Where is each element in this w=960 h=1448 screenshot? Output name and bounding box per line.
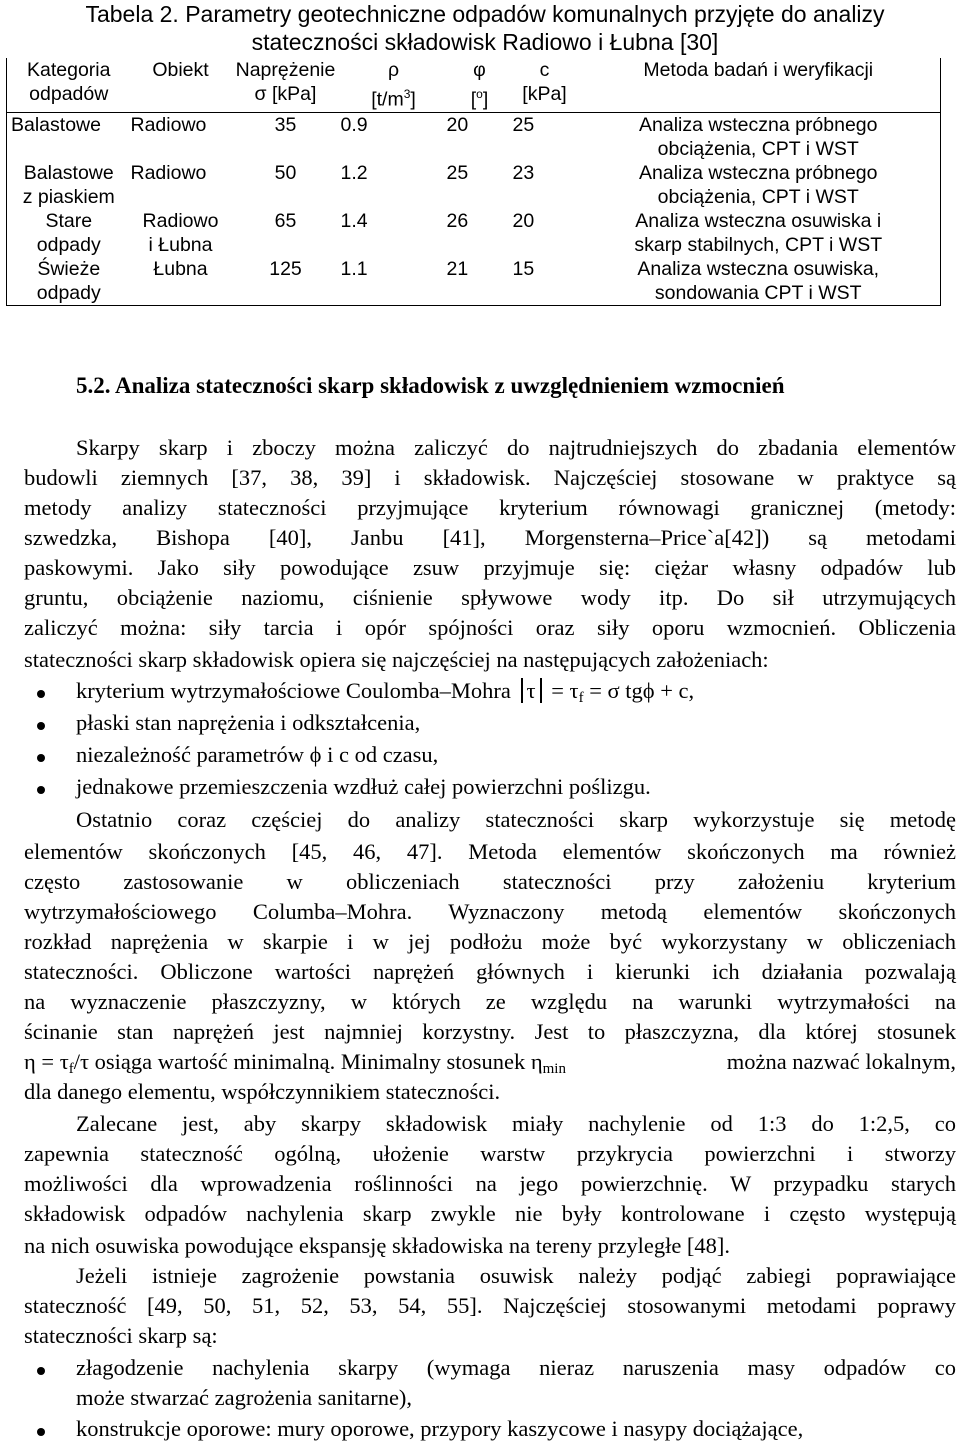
- bullet-icon: [37, 722, 45, 730]
- header-object: Obiekt: [131, 58, 231, 112]
- list-item: konstrukcje oporowe: mury oporowe, przypory kaszycowe i nasypy dociążające,: [76, 1416, 804, 1441]
- cell-cohesion: 20: [512, 209, 535, 232]
- cell-cohesion: 25: [512, 113, 535, 136]
- bullet-icon: [37, 786, 45, 794]
- header-phi: φ [$^o$]: [447, 58, 513, 112]
- cell-phi: 21: [446, 257, 469, 280]
- paragraph-line: metody analizy stateczności przyjmujące kryterium równowagi granicznej (metody:: [24, 495, 956, 520]
- header-density: ρ $[t/m^3]$: [341, 58, 447, 112]
- abs-bar-right: [540, 678, 542, 703]
- paragraph-line: budowli ziemnych [37, 38, 39] i składowisk. Najczęściej stosowane w praktyce są: [24, 465, 956, 490]
- cell-phi: 26: [446, 209, 469, 232]
- geotechnical-parameters-table: [6, 58, 941, 306]
- paragraph-line: Zalecane jest, aby skarpy składowisk miały nachylenie od 1:3 do 1:2,5, co: [76, 1111, 956, 1136]
- paragraph-line: dla danego elementu, współczynnikiem stateczności.: [24, 1079, 501, 1104]
- list-item: jednakowe przemieszczenia wzdłuż całej powierzchni poślizgu.: [76, 774, 651, 799]
- cell-object: Radiowo i Łubna: [142, 209, 219, 256]
- bullet-icon: [37, 690, 45, 698]
- table-header-row: [7, 58, 941, 112]
- cell-density: 0.9: [340, 113, 368, 136]
- cell-phi: 25: [446, 161, 469, 184]
- bullet-icon: [37, 754, 45, 762]
- paragraph-line: stateczności skarp są:: [24, 1323, 218, 1348]
- cell-cohesion: 23: [512, 161, 535, 184]
- paragraph-line: zapewnia stateczność ogólną, ułożenie warstw przykrycia powierzchni i stworzy: [24, 1141, 956, 1166]
- table-row: [7, 112, 941, 161]
- table-caption-line: stateczności składowisk Radiowo i Łubna [30]: [251, 29, 719, 55]
- paragraph-line: paskowymi. Jako siły powodujące zsuw przyjmuje się: ciężar własny odpadów lub: [24, 555, 956, 580]
- bullet-icon: [37, 1367, 45, 1375]
- paragraph-line: możliwości dla wprowadzenia roślinności na jego powierzchnię. W przypadku starych: [24, 1171, 956, 1196]
- cell-phi: 20: [446, 113, 469, 136]
- cell-stress: 50: [274, 161, 297, 184]
- paragraph-line: na wyznaczenie płaszczyzny, w których ze względu na warunki wytrzymałości na: [24, 989, 956, 1014]
- paragraph-line: zaliczyć można: siły tarcia i opór spójności oraz siły oporu wzmocnień. Obliczenia: [24, 615, 956, 640]
- paragraph-line: stateczności skarp składowisk opiera się najczęściej na następujących założeniach:: [24, 647, 769, 672]
- cell-method: Analiza wsteczna próbnego obciążenia, CPT i WST: [639, 113, 878, 160]
- abs-bar-left: [521, 678, 523, 703]
- paragraph-line: na nich osuwiska powodujące ekspansję składowiska na tereny przyległe [48].: [24, 1233, 731, 1258]
- cell-density: 1.4: [340, 209, 368, 232]
- cell-category: Balastowe z piaskiem: [22, 161, 115, 208]
- table-caption: [70, 0, 900, 56]
- header-stress: Naprężenie σ [kPa]: [231, 58, 341, 112]
- cell-object: Radiowo: [130, 161, 207, 184]
- cell-category: Stare odpady: [36, 209, 101, 256]
- paragraph-line: często zastosowanie w obliczeniach stateczności przy założeniu kryterium: [24, 869, 956, 894]
- paragraph-line: składowisk odpadów nachylenia skarp zwykle nie były kontrolowane i często występują: [24, 1201, 956, 1226]
- section-heading: 5.2. Analiza stateczności skarp składowisk z uwzględnieniem wzmocnień: [76, 373, 785, 398]
- header-cohesion: c [kPa]: [513, 58, 577, 112]
- cell-cohesion: 15: [512, 257, 535, 280]
- paragraph-line: Skarpy skarp i zboczy można zaliczyć do najtrudniejszych do zbadania elementów: [76, 435, 956, 460]
- cell-category: Świeże odpady: [36, 257, 101, 304]
- cell-method: Analiza wsteczna osuwiska i skarp stabilnych, CPT i WST: [634, 209, 883, 256]
- paragraph-line: elementów skończonych [45, 46, 47]. Metoda elementów skończonych ma również: [24, 839, 956, 864]
- cell-object: Łubna: [153, 257, 208, 280]
- list-item: płaski stan naprężenia i odkształcenia,: [76, 710, 421, 735]
- cell-density: 1.1: [340, 257, 368, 280]
- paragraph-line: wytrzymałościowego Columba–Mohra. Wyznaczony metodą elementów skończonych: [24, 899, 956, 924]
- cell-stress: 65: [274, 209, 297, 232]
- paragraph-line: stateczność [49, 50, 51, 52, 53, 54, 55]. Najczęściej stosowanymi metodami poprawy: [24, 1293, 956, 1318]
- cell-category: Balastowe: [11, 113, 101, 136]
- cell-density: 1.2: [340, 161, 368, 184]
- cell-method: Analiza wsteczna osuwiska, sondowania CPT i WST: [637, 257, 880, 304]
- paragraph-line: Ostatnio coraz częściej do analizy stateczności skarp wykorzystuje się metodę: [76, 807, 956, 832]
- table-row: [7, 161, 941, 209]
- paragraph-line: ścinanie stan naprężeń jest najmniej korzystny. Jest to płaszczyzna, dla której stosunek: [24, 1019, 956, 1044]
- paragraph-line: szwedzka, Bishopa [40], Janbu [41], Morgensterna–Price`a[42]) są metodami: [24, 525, 956, 550]
- paragraph-line: gruntu, obciążenie naziomu, ciśnienie spływowe wody itp. Do sił utrzymujących: [24, 585, 956, 610]
- header-category: Kategoria odpadów: [7, 58, 131, 112]
- paragraph-line: rozkład naprężenia w skarpie i w jej podłożu może być wykorzystany w obliczeniach: [24, 929, 956, 954]
- header-method: Metoda badań i weryfikacji: [577, 58, 941, 112]
- table-row: [7, 209, 941, 257]
- paragraph-line: Jeżeli istnieje zagrożenie powstania osuwisk należy podjąć zabiegi poprawiające: [76, 1263, 956, 1288]
- list-item: złagodzenie nachylenia skarpy (wymaga nieraz naruszenia masy odpadów co: [76, 1355, 956, 1380]
- cell-object: Radiowo: [130, 113, 207, 136]
- table-row: [7, 257, 941, 306]
- bullet-icon: [37, 1428, 45, 1436]
- cell-stress: 125: [269, 257, 302, 280]
- paragraph-line-eta: $\eta = \tau_f/\tau$ osiąga wartość minimalną. Minimalny stosunek $\eta_{min}$ można nazwać lokalnym,: [24, 1049, 956, 1077]
- list-item-coulomb-mohra: kryterium wytrzymałościowe Coulomba–Mohra $\tau = \tau_f = \sigma$ tgϕ + c,: [76, 678, 695, 706]
- cell-method: Analiza wsteczna próbnego obciążenia, CPT i WST: [639, 161, 878, 208]
- paragraph-line: stateczności. Obliczone wartości naprężeń głównych i kierunki ich działania pozwalają: [24, 959, 956, 984]
- cell-stress: 35: [274, 113, 297, 136]
- list-item-continuation: może stwarzać zagrożenia sanitarne),: [76, 1385, 413, 1410]
- table-caption-line: Tabela 2. Parametry geotechniczne odpadów komunalnych przyjęte do analizy: [85, 1, 885, 27]
- list-item: niezależność parametrów ϕ i c od czasu,: [76, 742, 439, 767]
